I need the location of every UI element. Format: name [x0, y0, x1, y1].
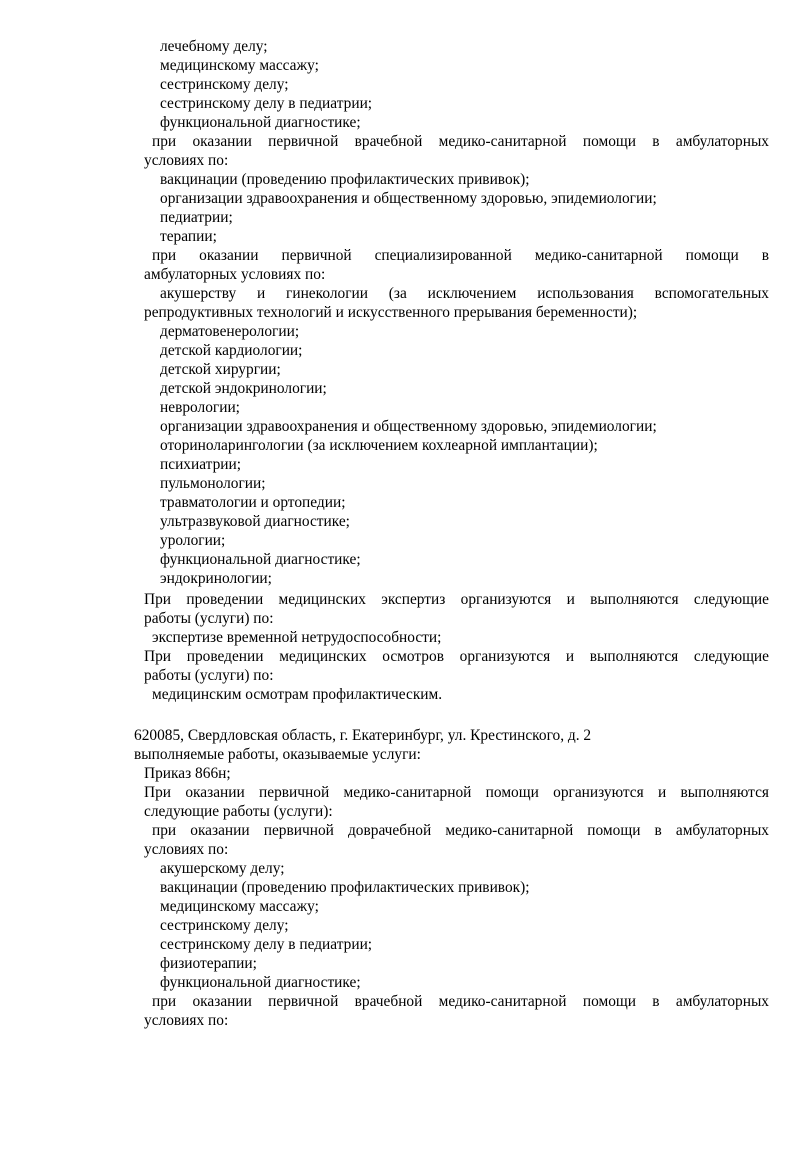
list-item: акушерству и гинекологии (за исключением использования вспомогательных: [160, 285, 769, 302]
subsection-heading: условиях по:: [144, 1012, 229, 1029]
list-item: функциональной диагностике;: [160, 974, 361, 991]
list-item: педиатрии;: [160, 209, 233, 226]
subsection-heading: при оказании первичной врачебной медико-санитарной помощи в амбулаторных: [152, 993, 769, 1010]
section-heading: следующие работы (услуги):: [144, 803, 333, 820]
subsection-heading: условиях по:: [144, 841, 229, 858]
list-item: терапии;: [160, 228, 217, 245]
list-item: дерматовенерологии;: [160, 323, 300, 340]
list-item: вакцинации (проведению профилактических прививок);: [160, 171, 530, 188]
list-item: медицинскому массажу;: [160, 898, 319, 915]
subsection-heading: при оказании первичной специализированной медико-санитарной помощи в: [152, 247, 769, 264]
list-item: лечебному делу;: [160, 38, 268, 55]
list-item: детской хирургии;: [160, 361, 281, 378]
list-item: функциональной диагностике;: [160, 551, 361, 568]
list-item: физиотерапии;: [160, 955, 257, 972]
list-item: медицинскому массажу;: [160, 57, 319, 74]
list-item: детской эндокринологии;: [160, 380, 327, 397]
list-item: пульмонологии;: [160, 475, 266, 492]
list-item: вакцинации (проведению профилактических прививок);: [160, 879, 530, 896]
section-heading: работы (услуги) по:: [144, 610, 274, 627]
subsection-heading: условиях по:: [144, 152, 229, 169]
list-item: сестринскому делу;: [160, 76, 289, 93]
list-item: урологии;: [160, 532, 226, 549]
section-heading: При проведении медицинских осмотров организуются и выполняются следующие: [144, 648, 769, 665]
list-item: сестринскому делу в педиатрии;: [160, 95, 373, 112]
list-item: экспертизе временной нетрудоспособности;: [152, 629, 442, 646]
subsection-heading: при оказании первичной доврачебной медико-санитарной помощи в амбулаторных: [152, 822, 769, 839]
list-item: организации здравоохранения и общественному здоровью, эпидемиологии;: [160, 418, 657, 435]
list-item: репродуктивных технологий и искусственного прерывания беременности);: [144, 304, 638, 321]
section-heading: При проведении медицинских экспертиз организуются и выполняются следующие: [144, 591, 769, 608]
list-item: психиатрии;: [160, 456, 242, 473]
list-item: травматологии и ортопедии;: [160, 494, 346, 511]
list-item: функциональной диагностике;: [160, 114, 361, 131]
section-heading: При оказании первичной медико-санитарной помощи организуются и выполняются: [144, 784, 769, 801]
list-item: сестринскому делу в педиатрии;: [160, 936, 373, 953]
list-item: детской кардиологии;: [160, 342, 303, 359]
order-reference: Приказ 866н;: [144, 765, 231, 782]
subsection-heading: при оказании первичной врачебной медико-санитарной помощи в амбулаторных: [152, 133, 769, 150]
list-item: сестринскому делу;: [160, 917, 289, 934]
list-item: оториноларингологии (за исключением кохлеарной имплантации);: [160, 437, 598, 454]
list-item: медицинским осмотрам профилактическим.: [152, 686, 443, 703]
list-item: организации здравоохранения и общественному здоровью, эпидемиологии;: [160, 190, 657, 207]
address-line: 620085, Свердловская область, г. Екатеринбург, ул. Крестинского, д. 2: [134, 727, 592, 744]
list-item: эндокринологии;: [160, 570, 272, 587]
list-item: акушерскому делу;: [160, 860, 285, 877]
works-label: выполняемые работы, оказываемые услуги:: [134, 746, 421, 763]
subsection-heading: амбулаторных условиях по:: [144, 266, 326, 283]
list-item: ультразвуковой диагностике;: [160, 513, 350, 530]
section-heading: работы (услуги) по:: [144, 667, 274, 684]
list-item: неврологии;: [160, 399, 240, 416]
